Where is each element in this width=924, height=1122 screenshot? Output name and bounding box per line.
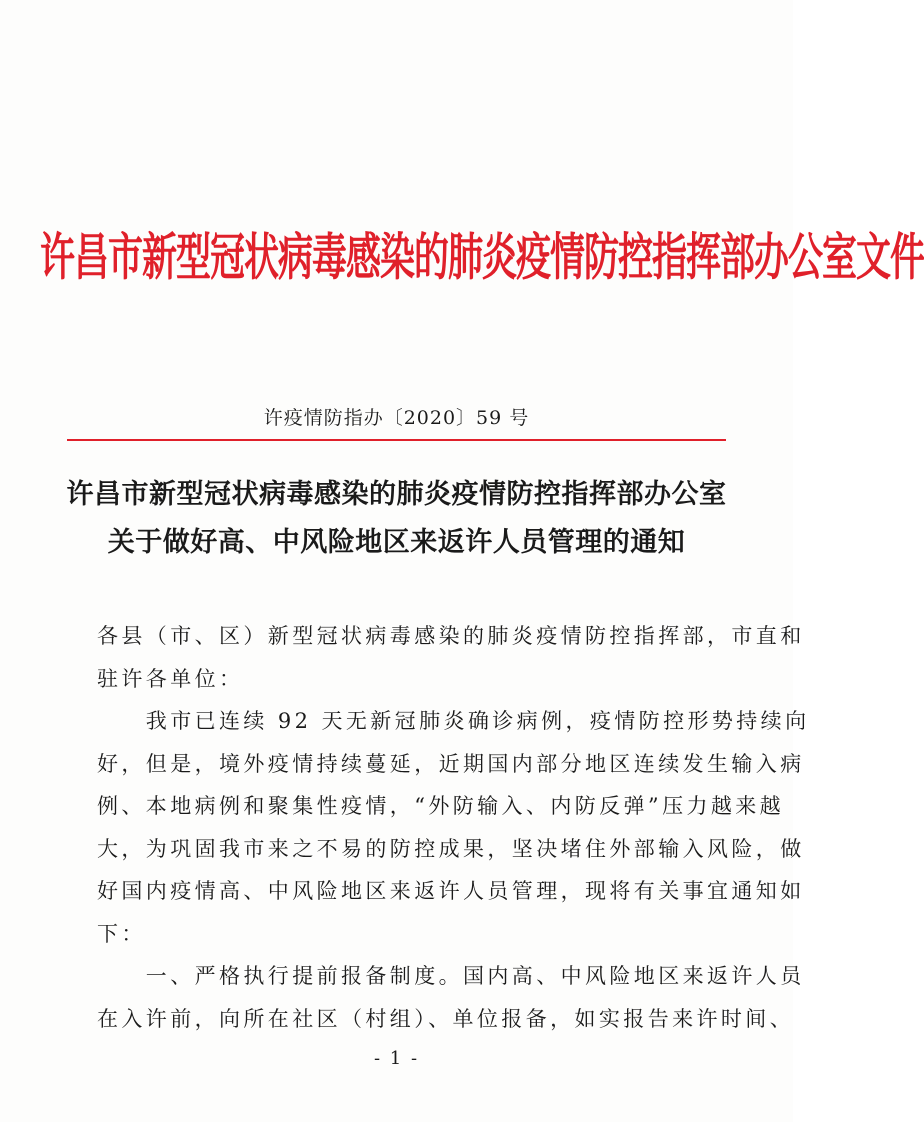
body-line: 在入许前，向所在社区（村组）、单位报备，如实报告来许时间、: [97, 1006, 795, 1031]
issuer-header: 许昌市新型冠状病毒感染的肺炎疫情防控指挥部办公室文件: [40, 228, 924, 288]
red-divider-line: [67, 439, 726, 441]
title-line-2: 关于做好高、中风险地区来返许人员管理的通知: [107, 527, 686, 558]
title-line-1: 许昌市新型冠状病毒感染的肺炎疫情防控指挥部办公室: [66, 479, 727, 510]
body-line: 例、本地病例和聚集性疫情，“外防输入、内防反弹”压力越来越: [97, 794, 785, 818]
document-number: 许疫情防指办〔2020〕59 号: [263, 407, 530, 429]
body-line: 大，为巩固我市来之不易的防控成果，坚决堵住外部输入风险，做: [97, 836, 805, 861]
body-line: 好，但是，境外疫情持续蔓延，近期国内部分地区连续发生输入病: [97, 751, 805, 776]
body-line: 下：: [97, 921, 146, 946]
body-line: 我市已连续 92 天无新冠肺炎确诊病例，疫情防控形势持续向: [97, 709, 810, 733]
body-line: 好国内疫情高、中风险地区来返许人员管理，现将有关事宜通知如: [97, 879, 805, 903]
body-line: 一、严格执行提前报备制度。国内高、中风险地区来返许人员: [97, 964, 805, 988]
body-line: 各县（市、区）新型冠状病毒感染的肺炎疫情防控指挥部，市直和: [97, 624, 805, 648]
body-line: 驻许各单位：: [97, 666, 244, 691]
page-number: - 1 -: [373, 1048, 420, 1069]
